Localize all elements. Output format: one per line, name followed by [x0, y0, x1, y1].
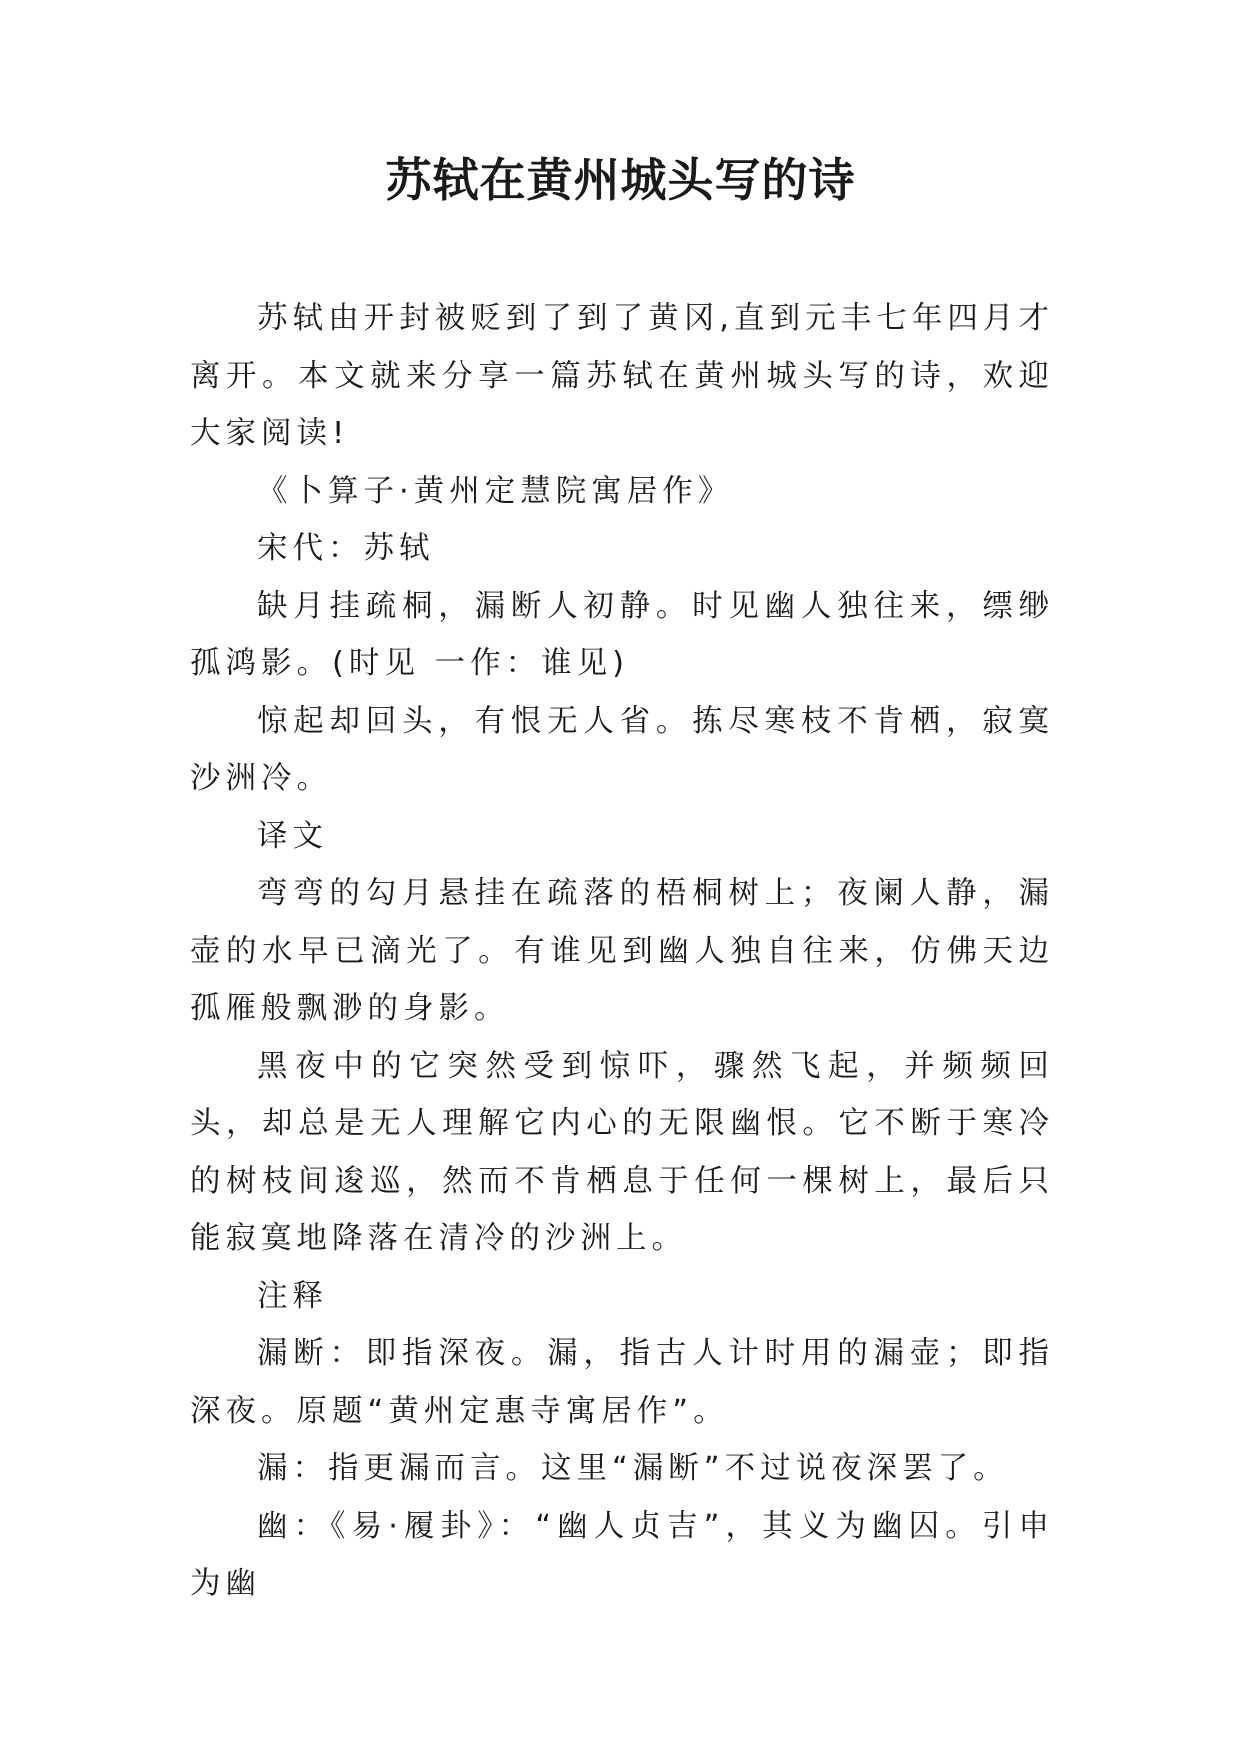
paragraph-poem-stanza-2: 惊起却回头，有恨无人省。拣尽寒枝不肯栖，寂寞沙洲冷。 [190, 703, 1054, 796]
paragraph-poem-stanza-1: 缺月挂疏桐，漏断人初静。时见幽人独往来，缥缈孤鸿影。(时见 一作：谁见) [190, 588, 1054, 681]
paragraph-poem-title: 《卜算子·黄州定慧院寓居作》 [257, 473, 734, 509]
paragraph-heading-notes: 注释 [257, 1278, 328, 1314]
paragraph-intro: 苏轼由开封被贬到了到了黄冈,直到元丰七年四月才离开。本文就来分享一篇苏轼在黄州城头写的诗，欢迎大家阅读! [190, 301, 1054, 451]
paragraph-note-3: 幽：《易·履卦》：“幽人贞吉”，其义为幽囚。引申为幽 [190, 1508, 1054, 1601]
paragraph-heading-translation: 译文 [257, 818, 328, 854]
paragraph-note-2: 漏：指更漏而言。这里“漏断”不过说夜深罢了。 [257, 1451, 1009, 1486]
document-title: 苏轼在黄州城头写的诗 [385, 153, 856, 207]
document-body [190, 290, 1054, 1613]
paragraph-translation-1: 弯弯的勾月悬挂在疏落的梧桐树上；夜阑人静，漏壶的水早已滴光了。有谁见到幽人独自往来，仿佛天边孤雁般飘渺的身影。 [190, 876, 1054, 1026]
paragraph-poem-author: 宋代：苏轼 [257, 531, 435, 566]
paragraph-translation-2: 黑夜中的它突然受到惊吓，骤然飞起，并频频回头，却总是无人理解它内心的无限幽恨。它不断于寒冷的树枝间逡巡，然而不肯栖息于任何一棵树上，最后只能寂寞地降落在清冷的沙洲上。 [190, 1048, 1054, 1256]
paragraph-note-1: 漏断：即指深夜。漏，指古人计时用的漏壶；即指深夜。原题“黄州定惠寺寓居作”。 [190, 1336, 1054, 1429]
